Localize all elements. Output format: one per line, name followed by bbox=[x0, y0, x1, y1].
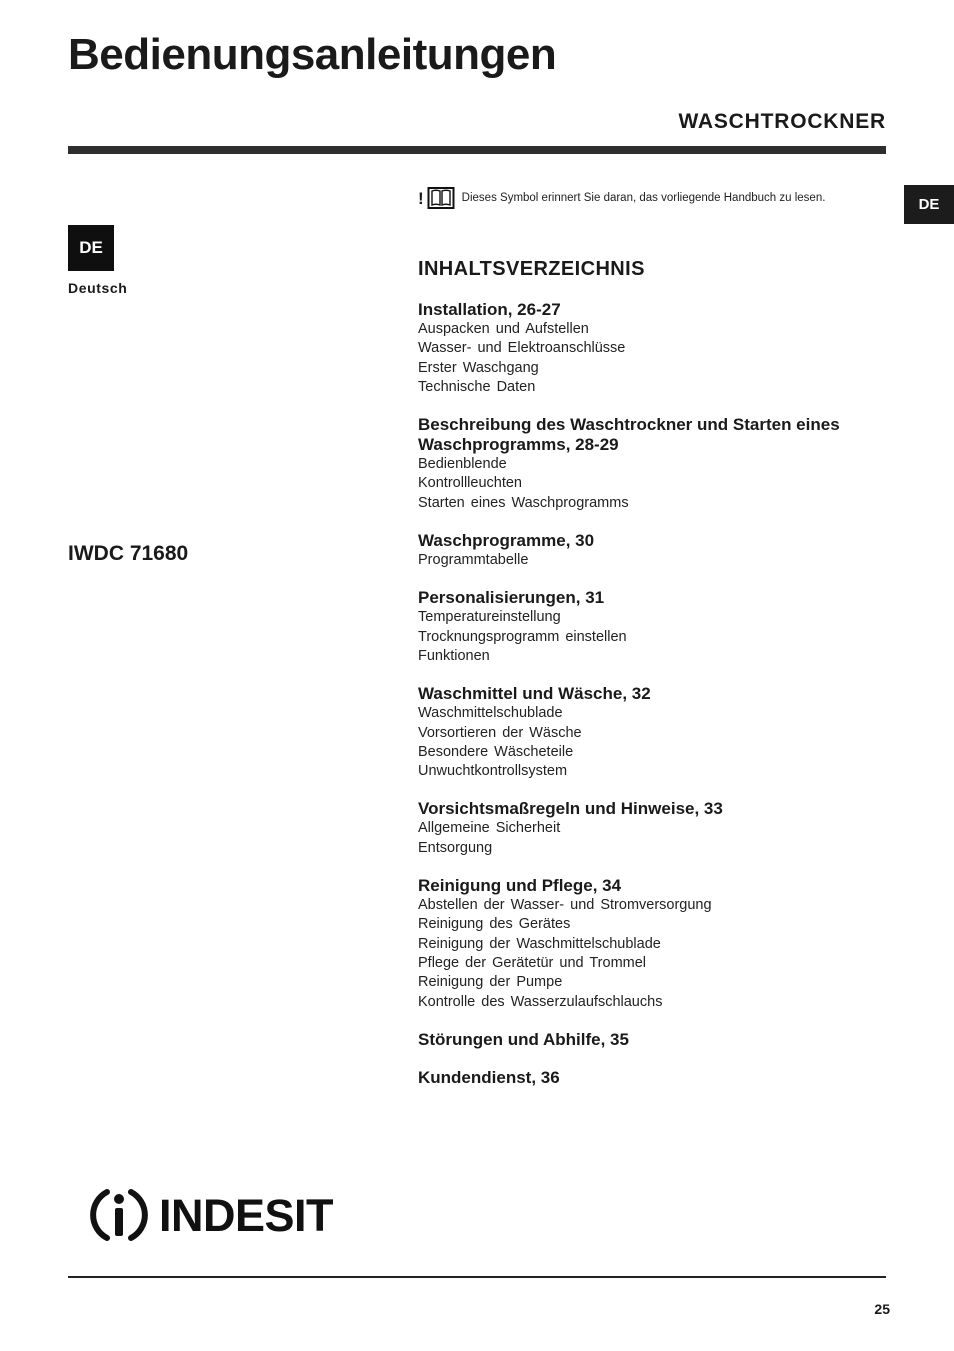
toc-section-title: Personalisierungen, 31 bbox=[418, 588, 605, 608]
toc-subitem: Pflege der Gerätetür und Trommel bbox=[418, 954, 647, 971]
toc-sections bbox=[418, 300, 888, 1088]
toc-subitem: Vorsortieren der Wäsche bbox=[418, 724, 582, 741]
toc-section-title: Reinigung und Pflege, 34 bbox=[418, 876, 622, 896]
toc-subitem: Reinigung des Gerätes bbox=[418, 916, 571, 933]
note-text: Dieses Symbol erinnert Sie daran, das vorliegende Handbuch zu lesen. bbox=[461, 192, 826, 204]
toc-subitem: Bedienblende bbox=[418, 456, 507, 473]
brand-wordmark: INDESIT bbox=[159, 1189, 334, 1241]
toc-subitem: Abstellen der Wasser- und Stromversorgung bbox=[418, 897, 712, 914]
toc-section bbox=[418, 876, 888, 1012]
toc-section bbox=[418, 1068, 888, 1088]
toc-section-title: Kundendienst, 36 bbox=[418, 1067, 560, 1087]
toc-section bbox=[418, 588, 888, 666]
toc-subitem: Unwuchtkontrollsystem bbox=[418, 763, 568, 780]
toc-subitem: Erster Waschgang bbox=[418, 359, 539, 376]
toc-section bbox=[418, 799, 888, 858]
toc-section-title: Waschmittel und Wäsche, 32 bbox=[418, 684, 651, 704]
toc-subitem: Trocknungsprogramm einstellen bbox=[418, 628, 627, 645]
footer-divider bbox=[68, 1276, 886, 1278]
toc-subitem: Funktionen bbox=[418, 647, 490, 664]
toc-subitem: Allgemeine Sicherheit bbox=[418, 820, 561, 837]
manual-note bbox=[418, 186, 886, 210]
warning-mark: ! bbox=[418, 188, 424, 208]
toc-section-title: Beschreibung des Waschtrockner und Starten eines Waschprogramms, 28-29 bbox=[418, 415, 840, 455]
toc-section bbox=[418, 1030, 888, 1050]
page-number: 25 bbox=[874, 1301, 890, 1317]
toc-subitem: Kontrollleuchten bbox=[418, 475, 522, 492]
toc-subitem: Waschmittelschublade bbox=[418, 705, 563, 722]
toc-section-title: Installation, 26-27 bbox=[418, 300, 561, 319]
language-name: Deutsch bbox=[68, 280, 128, 296]
toc-subitem: Programmtabelle bbox=[418, 552, 529, 569]
toc-subitem: Entsorgung bbox=[418, 839, 493, 856]
toc-subitem: Auspacken und Aufstellen bbox=[418, 321, 589, 337]
toc-section-title: Vorsichtsmaßregeln und Hinweise, 33 bbox=[418, 799, 723, 819]
toc-subitem: Temperatureinstellung bbox=[418, 609, 561, 626]
toc-subitem: Starten eines Waschprogramms bbox=[418, 494, 629, 511]
toc-subitem: Wasser- und Elektroanschlüsse bbox=[418, 340, 626, 357]
toc-subitem: Reinigung der Pumpe bbox=[418, 974, 563, 991]
brand-logo bbox=[87, 1183, 333, 1247]
toc-section-title: Waschprogramme, 30 bbox=[418, 531, 595, 551]
toc-section bbox=[418, 684, 888, 781]
model-number: IWDC 71680 bbox=[68, 542, 189, 565]
toc-section bbox=[418, 300, 888, 397]
toc-subitem: Reinigung der Waschmittelschublade bbox=[418, 935, 661, 952]
toc-section bbox=[418, 415, 888, 513]
header-divider bbox=[68, 146, 886, 154]
toc-section-title: Störungen und Abhilfe, 35 bbox=[418, 1029, 629, 1049]
toc-subitem: Kontrolle des Wasserzulaufschlauchs bbox=[418, 993, 663, 1010]
open-book-icon bbox=[427, 186, 455, 210]
product-category: WASCHTROCKNER bbox=[678, 110, 886, 133]
page-title: Bedienungsanleitungen bbox=[68, 30, 557, 79]
toc-subitem: Besondere Wäscheteile bbox=[418, 743, 574, 760]
indesit-i-logo-icon bbox=[87, 1183, 151, 1247]
toc-heading: INHALTSVERZEICHNIS bbox=[418, 258, 645, 280]
toc-section bbox=[418, 531, 888, 570]
toc-subitem: Technische Daten bbox=[418, 378, 536, 395]
table-of-contents bbox=[418, 258, 888, 1106]
language-code-badge: DE bbox=[68, 225, 114, 271]
language-side-tab: DE bbox=[904, 185, 954, 224]
